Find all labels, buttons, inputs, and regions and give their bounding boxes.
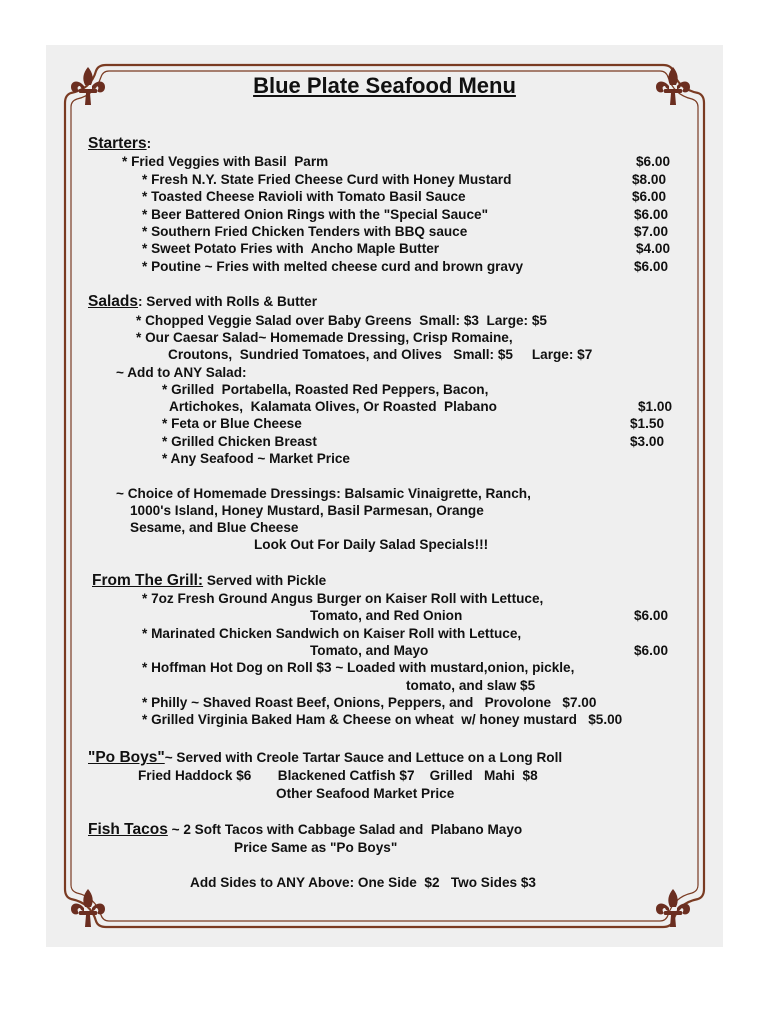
starter-item: * Toasted Cheese Ravioli with Tomato Basil Sauce [142, 189, 466, 204]
poboys-market-price: Other Seafood Market Price [276, 786, 455, 801]
starter-item: * Sweet Potato Fries with Ancho Maple Butter [142, 241, 440, 256]
grill-item: * 7oz Fresh Ground Angus Burger on Kaiser Roll with Lettuce, [142, 591, 544, 606]
salad-addon: * Any Seafood ~ Market Price [162, 451, 350, 466]
grill-item: * Grilled Virginia Baked Ham & Cheese on wheat w/ honey mustard $5.00 [142, 712, 623, 727]
salad-addon-price: $1.00 [638, 399, 673, 414]
salads-heading: Salads: Served with Rolls & Butter [88, 293, 317, 310]
salad-item: * Chopped Veggie Salad over Baby Greens Small: $3 Large: $5 [136, 313, 547, 328]
grill-item: * Philly ~ Shaved Roast Beef, Onions, Peppers, and Provolone $7.00 [142, 695, 597, 710]
salad-item-continued: Croutons, Sundried Tomatoes, and Olives Small: $5 Large: $7 [168, 347, 593, 362]
salad-specials-note: Look Out For Daily Salad Specials!!! [254, 537, 489, 552]
grill-item-continued: Tomato, and Red Onion [310, 608, 463, 623]
starter-item: * Fried Veggies with Basil Parm [122, 154, 329, 169]
salad-addon-price: $1.50 [630, 416, 665, 431]
salad-addon: * Feta or Blue Cheese [162, 416, 302, 431]
poboys-heading: "Po Boys"~ Served with Creole Tartar Sauce and Lettuce on a Long Roll [88, 749, 563, 766]
starter-item: * Poutine ~ Fries with melted cheese curd and brown gravy [142, 259, 524, 274]
starter-item: * Southern Fried Chicken Tenders with BBQ sauce [142, 224, 468, 239]
poboys-options: Fried Haddock $6 Blackened Catfish $7 Grilled Mahi $8 [138, 768, 538, 783]
starter-price: $8.00 [632, 172, 667, 187]
grill-item: * Marinated Chicken Sandwich on Kaiser Roll with Lettuce, [142, 626, 522, 641]
starters-heading: Starters: [88, 135, 152, 152]
dressings-text: ~ Choice of Homemade Dressings: Balsamic Vinaigrette, Ranch, [116, 486, 531, 501]
salad-addon: * Grilled Portabella, Roasted Red Peppers, Bacon, [162, 382, 489, 397]
starter-price: $6.00 [636, 154, 671, 169]
starter-item: * Fresh N.Y. State Fried Cheese Curd with Honey Mustard [142, 172, 512, 187]
menu-sheet [46, 45, 723, 947]
starter-price: $6.00 [634, 207, 669, 222]
grill-price: $6.00 [634, 643, 669, 658]
salad-addons-heading: ~ Add to ANY Salad: [116, 365, 247, 380]
salad-addon: Artichokes, Kalamata Olives, Or Roasted Plabano [162, 399, 497, 414]
starter-price: $7.00 [634, 224, 669, 239]
salad-addon: * Grilled Chicken Breast [162, 434, 317, 449]
grill-item-continued: Tomato, and Mayo [310, 643, 429, 658]
dressings-text: 1000's Island, Honey Mustard, Basil Parmesan, Orange [130, 503, 484, 518]
salad-addon-price: $3.00 [630, 434, 665, 449]
menu-title: Blue Plate Seafood Menu [253, 73, 516, 98]
grill-price: $6.00 [634, 608, 669, 623]
starter-price: $6.00 [632, 189, 667, 204]
starter-item: * Beer Battered Onion Rings with the "Special Sauce" [142, 207, 489, 222]
fish-tacos-price-note: Price Same as "Po Boys" [234, 840, 398, 855]
dressings-text: Sesame, and Blue Cheese [130, 520, 299, 535]
salad-item: * Our Caesar Salad~ Homemade Dressing, Crisp Romaine, [136, 330, 513, 345]
sides-note: Add Sides to ANY Above: One Side $2 Two Sides $3 [190, 875, 536, 890]
menu-content [46, 45, 723, 947]
starter-price: $4.00 [636, 241, 671, 256]
fish-tacos-heading: Fish Tacos ~ 2 Soft Tacos with Cabbage Salad and Plabano Mayo [88, 821, 523, 838]
grill-heading: From The Grill: Served with Pickle [92, 572, 327, 589]
grill-item-continued: tomato, and slaw $5 [406, 678, 536, 693]
starter-price: $6.00 [634, 259, 669, 274]
grill-item: * Hoffman Hot Dog on Roll $3 ~ Loaded with mustard,onion, pickle, [142, 660, 575, 675]
